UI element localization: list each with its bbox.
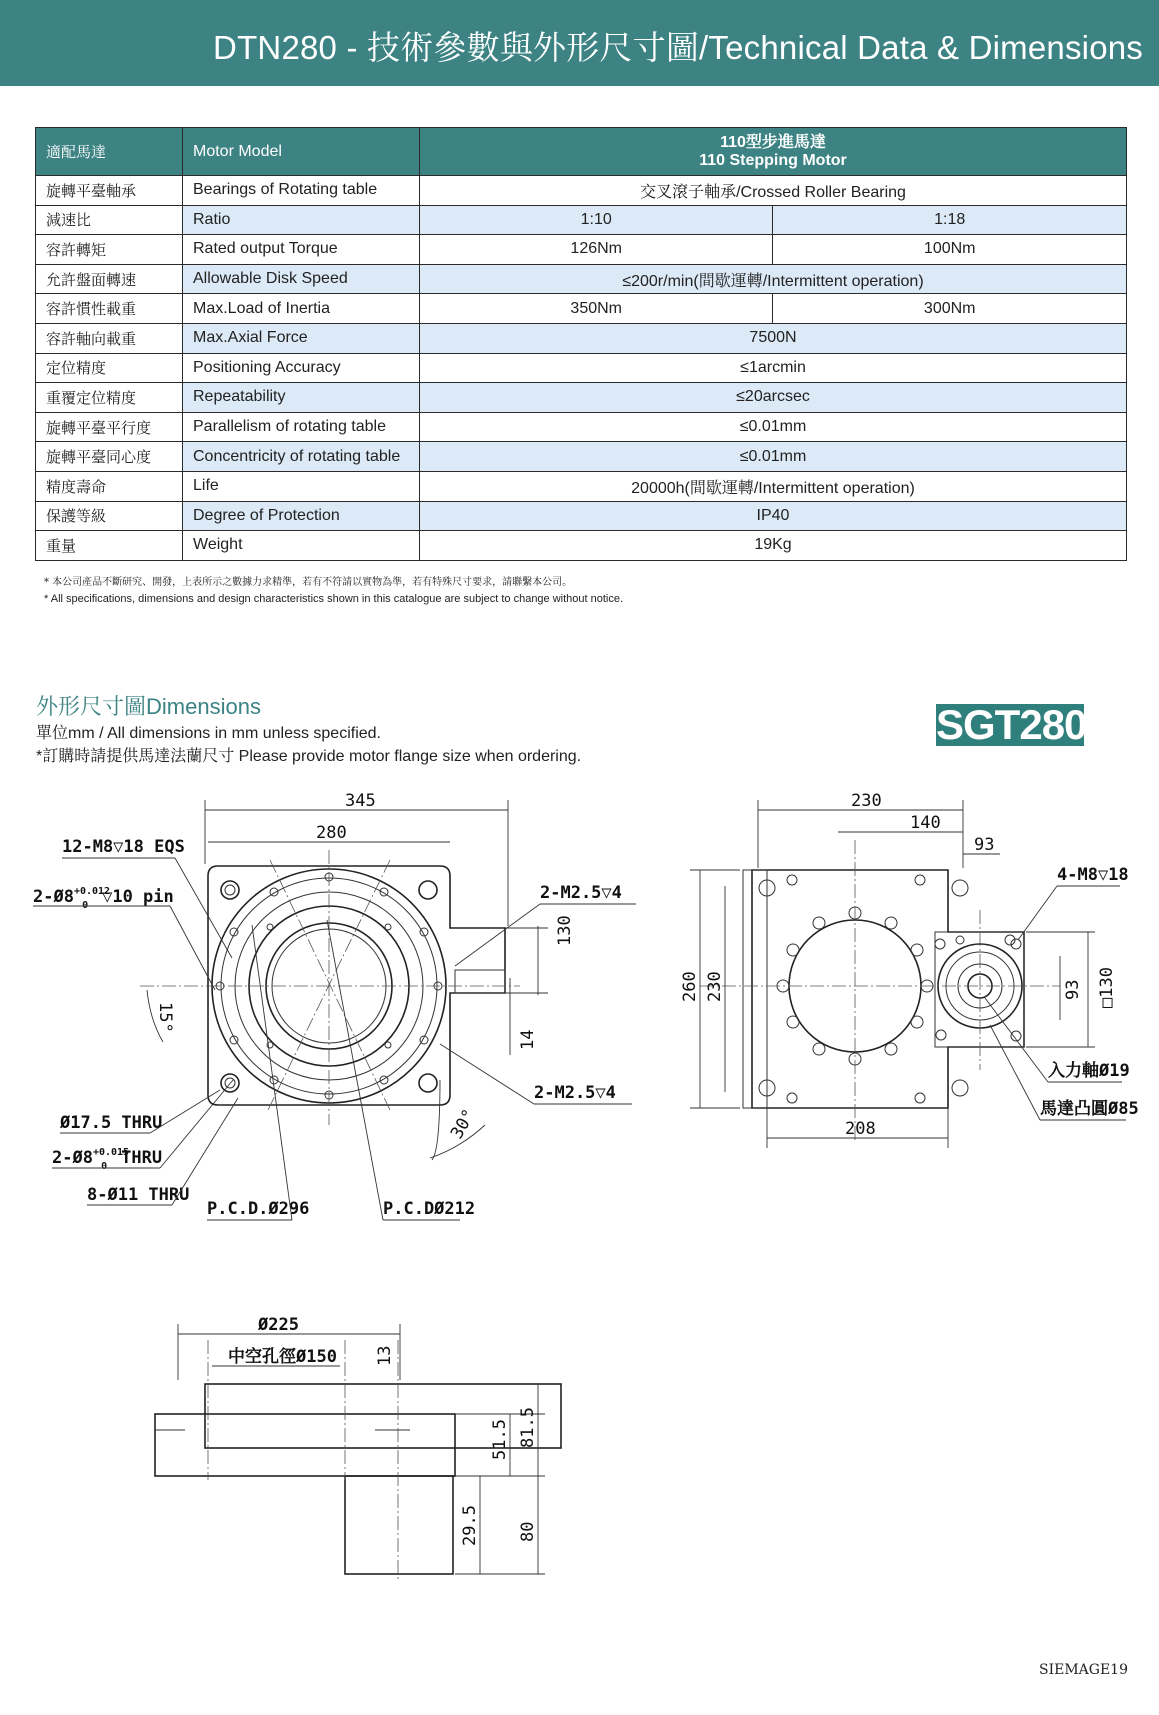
rear-dim-93-top: 93	[974, 835, 995, 855]
row-label-zh: 旋轉平臺同心度	[36, 442, 183, 472]
side-dim-81-5: 81.5	[518, 1407, 538, 1448]
dimensions-unit: 單位mm / All dimensions in mm unless specified.	[36, 725, 382, 742]
corner-hole-tl-inner	[225, 885, 235, 895]
footer-brand: SIEMAGE19	[1038, 1662, 1128, 1678]
table-header-row	[36, 128, 1127, 176]
row-label-zh: 定位精度	[36, 353, 183, 383]
dimensions-title-zh: 外形尺寸圖	[36, 695, 147, 720]
row-value: ≤1arcmin	[420, 353, 1127, 383]
rear-view	[680, 791, 1139, 1148]
row-value-2: 100Nm	[773, 235, 1127, 265]
row-value: ≤0.01mm	[420, 412, 1127, 442]
rear-side-plate	[743, 870, 767, 1108]
rear-dim-230-v: 230	[705, 971, 725, 1002]
table-row	[36, 294, 1127, 324]
row-label-en: Max.Load of Inertia	[183, 294, 420, 324]
row-value: 交叉滾子軸承/Crossed Roller Bearing	[420, 176, 1127, 206]
rear-dim-260: 260	[680, 971, 700, 1002]
side-dim-hole: 中空孔徑Ø150	[228, 1347, 337, 1367]
row-label-zh: 容許軸向載重	[36, 323, 183, 353]
row-value: ≤200r/min(間歇運轉/Intermittent operation)	[420, 264, 1127, 294]
row-value-2: 1:18	[773, 205, 1127, 235]
row-label-en: Parallelism of rotating table	[183, 412, 420, 442]
row-label-en: Rated output Torque	[183, 235, 420, 265]
header-en: Motor Model	[183, 128, 420, 176]
rear-dim-230: 230	[851, 791, 882, 811]
label-pcd212: P.C.DØ212	[383, 1199, 476, 1219]
rear-dim-140: 140	[910, 813, 941, 833]
label-pcd296: P.C.D.Ø296	[207, 1199, 310, 1219]
table-row	[36, 353, 1127, 383]
rear-dim-208: 208	[845, 1119, 876, 1139]
row-label-en: Weight	[183, 531, 420, 561]
row-label-en: Max.Axial Force	[183, 323, 420, 353]
notes	[44, 575, 623, 607]
row-label-zh: 旋轉平臺平行度	[36, 412, 183, 442]
pin-label: 2-Ø8	[33, 887, 74, 907]
angle-30: 30°	[447, 1105, 480, 1143]
row-value: 19Kg	[420, 531, 1127, 561]
label-2-phi8-pin	[33, 886, 174, 911]
input-shaft-stub	[455, 970, 505, 993]
row-label-zh: 重覆定位精度	[36, 383, 183, 413]
rear-dim-93-v: 93	[1063, 979, 1083, 1000]
dim-130: 130	[555, 915, 575, 946]
label-m25-top: 2-M2.5▽4	[540, 883, 622, 903]
row-label-en: Positioning Accuracy	[183, 353, 420, 383]
rear-bolt-holes	[759, 875, 1021, 1103]
table-row	[36, 501, 1127, 531]
table-row	[36, 442, 1127, 472]
row-value: 20000h(間歇運轉/Intermittent operation)	[420, 471, 1127, 501]
row-label-zh: 保護等級	[36, 501, 183, 531]
corner-hole-tr	[419, 881, 437, 899]
row-label-en: Concentricity of rotating table	[183, 442, 420, 472]
table-row	[36, 412, 1127, 442]
hole8-thru: THRU	[121, 1148, 163, 1168]
dimensions-title-en: Dimensions	[146, 694, 261, 719]
dim-280: 280	[316, 823, 347, 843]
side-dim-51-5: 51.5	[490, 1419, 510, 1460]
table-row	[36, 205, 1127, 235]
hole8-tol-down: 0	[101, 1161, 108, 1172]
page-header	[0, 0, 1159, 86]
label-phi17-5: Ø17.5 THRU	[60, 1113, 163, 1133]
row-label-en: Degree of Protection	[183, 501, 420, 531]
corner-hole-br	[419, 1074, 437, 1092]
row-label-en: Allowable Disk Speed	[183, 264, 420, 294]
side-flange	[155, 1414, 455, 1476]
hole8-tol-up: +0.015	[92, 1147, 130, 1158]
dimension-drawing	[0, 780, 1159, 1580]
hole8-label: 2-Ø8	[52, 1148, 93, 1168]
side-dim-13: 13	[375, 1345, 395, 1366]
note-en: * All specifications, dimensions and design characteristics shown in this catalogue are subject to change without notice.	[44, 593, 624, 605]
header-zh: 適配馬達	[36, 128, 183, 176]
row-label-zh: 容許慣性載重	[36, 294, 183, 324]
row-label-en: Bearings of Rotating table	[183, 176, 420, 206]
table-row	[36, 264, 1127, 294]
motor-en: 110 Stepping Motor	[699, 151, 847, 169]
model-badge: SGT280	[936, 701, 1087, 748]
label-8-phi11: 8-Ø11 THRU	[87, 1185, 190, 1205]
row-label-zh: 減速比	[36, 205, 183, 235]
row-label-en: Ratio	[183, 205, 420, 235]
table-row	[36, 176, 1127, 206]
side-view	[155, 1315, 561, 1580]
front-centerline-diag1	[270, 860, 390, 1110]
table-row	[36, 383, 1127, 413]
dim-14: 14	[518, 1029, 538, 1050]
page-title: DTN280 - 技術參數與外形尺寸圖/Technical Data & Dimensions	[213, 29, 1143, 66]
spec-table	[35, 127, 1127, 561]
pin-tol-down: 0	[82, 900, 89, 911]
row-label-zh: 旋轉平臺軸承	[36, 176, 183, 206]
rear-body-outline	[752, 870, 1024, 1108]
table-row	[36, 531, 1127, 561]
front-view	[33, 791, 636, 1220]
table-row	[36, 323, 1127, 353]
rear-dim-sq130: □130	[1097, 967, 1117, 1008]
header-motor	[420, 128, 1127, 176]
row-value-1: 350Nm	[420, 294, 773, 324]
table-row	[36, 235, 1127, 265]
dim-345: 345	[345, 791, 376, 811]
row-label-zh: 允許盤面轉速	[36, 264, 183, 294]
dimensions-title	[36, 690, 261, 721]
label-12-m8: 12-M8▽18 EQS	[62, 837, 185, 857]
note-zh: * 本公司產品不斷研究、開發，上表所示之數據力求精準，若有不符請以實物為準，若有特殊尺寸要求，請聯繫本公司。	[44, 577, 573, 588]
rear-label-4-m8: 4-M8▽18	[1057, 865, 1129, 885]
pin-depth: ▽10 pin	[102, 887, 174, 907]
row-value: ≤0.01mm	[420, 442, 1127, 472]
row-value: 7500N	[420, 323, 1127, 353]
row-label-zh: 重量	[36, 531, 183, 561]
label-m25-bottom: 2-M2.5▽4	[534, 1083, 616, 1103]
side-motor-housing	[345, 1476, 453, 1574]
row-label-zh: 精度壽命	[36, 471, 183, 501]
row-value-2: 300Nm	[773, 294, 1127, 324]
angle-15: 15°	[155, 1002, 175, 1033]
rear-label-shaft: 入力軸Ø19	[1048, 1061, 1130, 1081]
row-value: IP40	[420, 501, 1127, 531]
front-body-outline	[208, 866, 505, 1105]
side-dim-29-5: 29.5	[460, 1505, 480, 1546]
side-dim-225: Ø225	[258, 1315, 299, 1335]
motor-flange-square	[935, 932, 1024, 1047]
pin-tol-up: +0.012	[73, 886, 111, 897]
table-row	[36, 471, 1127, 501]
row-label-zh: 容許轉矩	[36, 235, 183, 265]
row-label-en: Life	[183, 471, 420, 501]
dimensions-order-note: *訂購時請提供馬達法蘭尺寸 Please provide motor flange size when ordering.	[36, 748, 582, 765]
motor-zh: 110型步進馬達	[720, 133, 826, 151]
side-dim-80: 80	[518, 1521, 538, 1542]
row-label-en: Repeatability	[183, 383, 420, 413]
row-value-1: 1:10	[420, 205, 773, 235]
corner-hole-tl	[221, 881, 239, 899]
row-value-1: 126Nm	[420, 235, 773, 265]
rear-label-boss: 馬達凸圓Ø85	[1040, 1099, 1139, 1119]
row-value: ≤20arcsec	[420, 383, 1127, 413]
